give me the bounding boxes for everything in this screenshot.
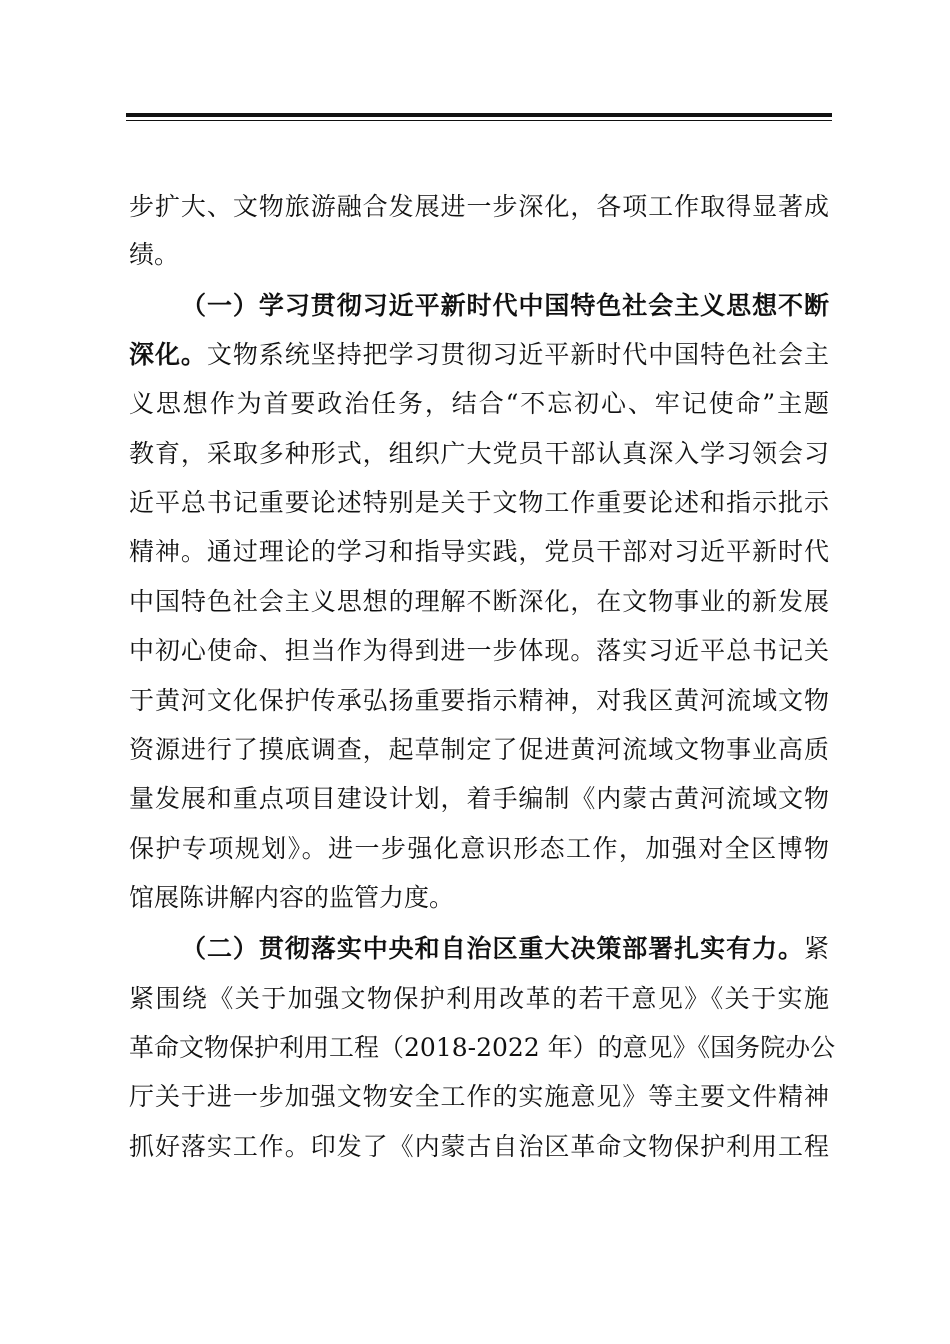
text-span: 文物系统坚持把学习贯彻习近平新时代中国特色社会主 — [206, 340, 829, 369]
text-line: 资源进行了摸底调查，起草制定了促进黄河流域文物事业高质 — [129, 735, 829, 764]
section-heading: （一）学习贯彻习近平新时代中国特色社会主义思想不断 — [181, 291, 829, 320]
section-heading: 深化。 — [129, 340, 207, 369]
text-line: 量发展和重点项目建设计划，着手编制《内蒙古黄河流域文物 — [129, 784, 829, 813]
text-line: 紧围绕《关于加强文物保护利用改革的若干意见》《关于实施 — [129, 984, 829, 1013]
text-line: 保护专项规划》。进一步强化意识形态工作，加强对全区博物 — [129, 834, 829, 863]
text-line: 精神。通过理论的学习和指导实践，党员干部对习近平新时代 — [129, 537, 829, 566]
text-line: 抓好落实工作。印发了《内蒙古自治区革命文物保护利用工程 — [129, 1132, 829, 1161]
header-rule-thin — [126, 120, 832, 121]
text-line — [129, 331, 829, 379]
text-line: 于黄河文化保护传承弘扬重要指示精神，对我区黄河流域文物 — [129, 686, 829, 715]
text-line: 教育，采取多种形式，组织广大党员干部认真深入学习领会习 — [129, 439, 829, 468]
text-line: 馆展陈讲解内容的监管力度。 — [129, 883, 455, 912]
text-line: 近平总书记重要论述特别是关于文物工作重要论述和指示批示 — [129, 488, 829, 517]
text-line: 厅关于进一步加强文物安全工作的实施意见》等主要文件精神 — [129, 1082, 829, 1111]
header-rule-thick — [126, 113, 832, 117]
text-line: 绩。 — [129, 240, 180, 269]
text-line: 中国特色社会主义思想的理解不断深化，在文物事业的新发展 — [129, 587, 829, 616]
text-line: 义思想作为首要政治任务，结合“不忘初心、牢记使命”主题 — [129, 389, 829, 418]
text-line: 革命文物保护利用工程（2018-2022 年）的意见》《国务院办公 — [129, 1033, 836, 1062]
section-heading: （二）贯彻落实中央和自治区重大决策部署扎实有力。 — [181, 934, 804, 963]
text-line: 中初心使命、担当作为得到进一步体现。落实习近平总书记关 — [129, 636, 829, 665]
text-line — [181, 925, 829, 973]
text-line: 步扩大、文物旅游融合发展进一步深化，各项工作取得显著成 — [129, 192, 829, 221]
text-span: 紧 — [803, 934, 829, 963]
